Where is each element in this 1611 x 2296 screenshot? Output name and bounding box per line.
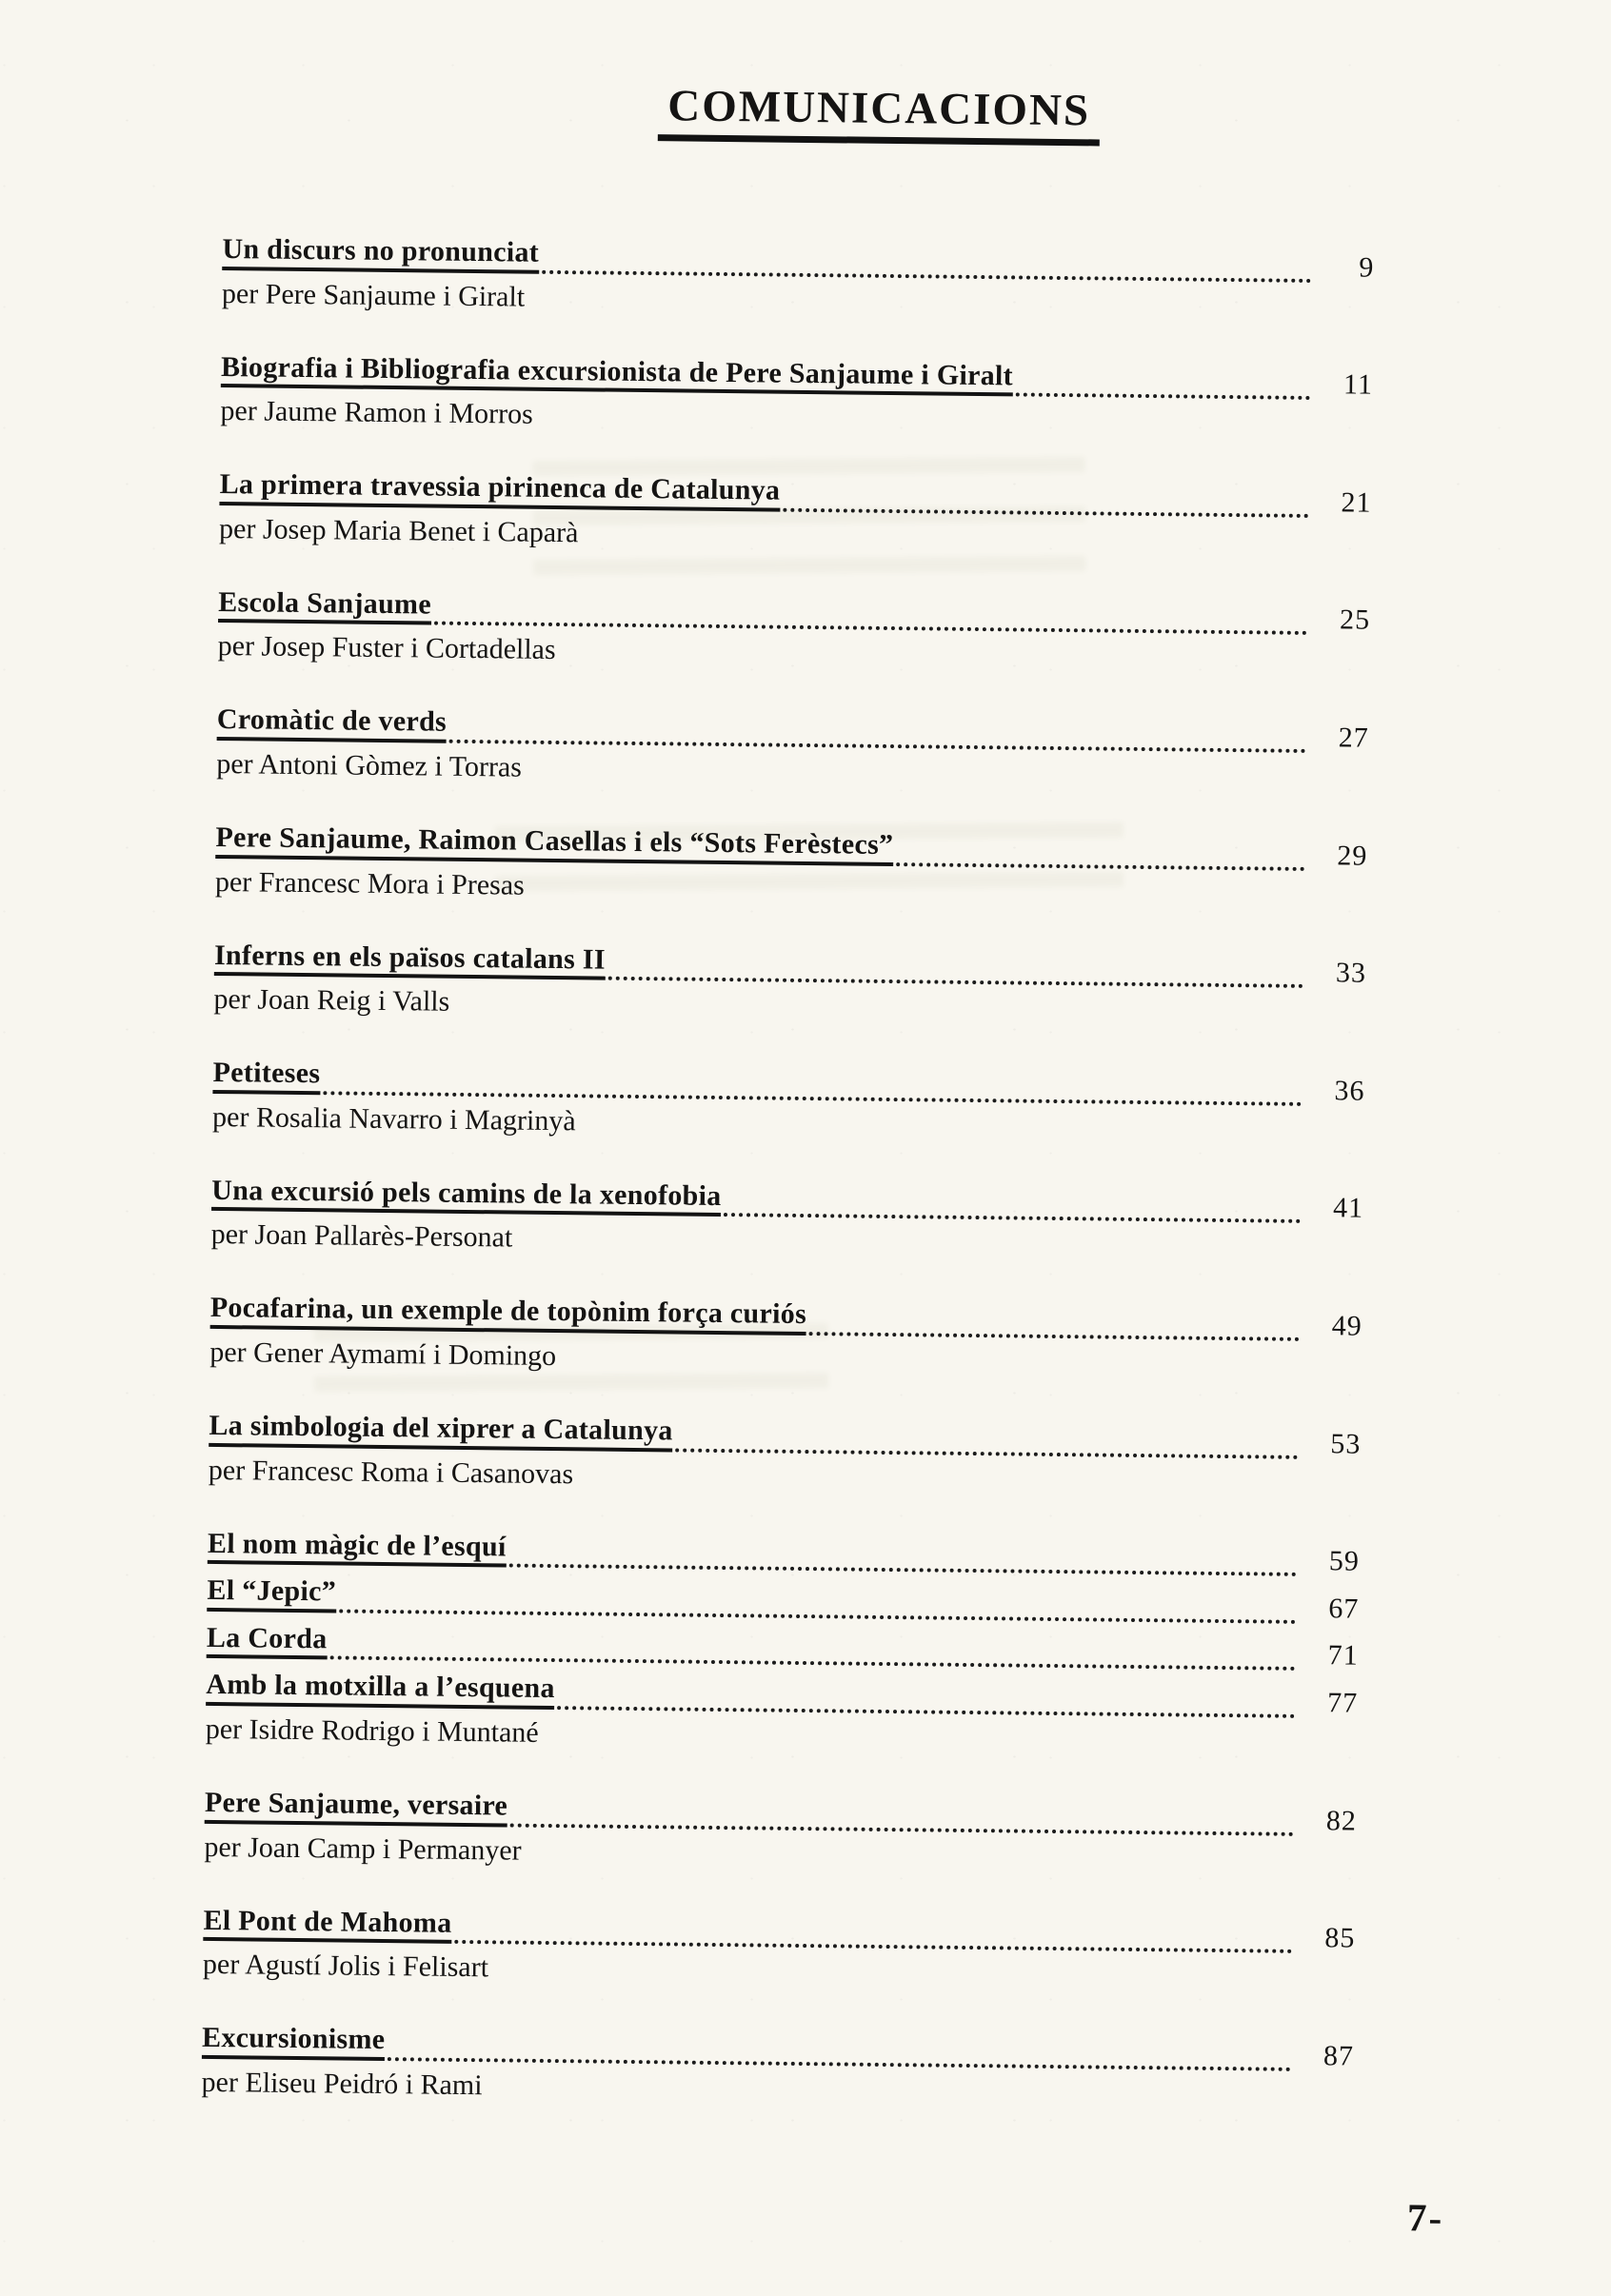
toc-page-number: 85 bbox=[1324, 1922, 1356, 1954]
page-title: COMUNICACIONS bbox=[658, 80, 1100, 146]
toc-line bbox=[208, 1527, 1360, 1576]
toc-line bbox=[219, 468, 1371, 518]
toc-entry-title: Pocafarina, un exemple de topònim força curiós bbox=[210, 1292, 807, 1336]
toc-line bbox=[206, 1669, 1358, 1718]
toc-entry bbox=[209, 1292, 1362, 1382]
toc-entry bbox=[216, 703, 1369, 794]
toc-entry bbox=[209, 1410, 1362, 1500]
toc-line bbox=[203, 1904, 1355, 1953]
toc-leader-dots bbox=[783, 507, 1308, 517]
toc-page-number: 71 bbox=[1327, 1639, 1359, 1672]
toc-leader-dots bbox=[508, 1564, 1296, 1576]
toc-line bbox=[215, 821, 1367, 871]
toc-line bbox=[202, 2022, 1354, 2071]
toc-entry-title: El Pont de Mahoma bbox=[203, 1904, 451, 1944]
toc-line bbox=[218, 586, 1370, 636]
title-row bbox=[10, 72, 1611, 151]
toc-line bbox=[222, 233, 1374, 283]
toc-page-number: 27 bbox=[1338, 722, 1369, 754]
toc-entry-title: La simbologia del xiprer a Catalunya bbox=[209, 1410, 673, 1452]
toc-entry-title: Un discurs no pronunciat bbox=[222, 233, 539, 273]
toc-line bbox=[212, 1057, 1364, 1106]
toc-entry-author: per Joan Camp i Permanyer bbox=[204, 1831, 522, 1867]
toc-line bbox=[205, 1787, 1357, 1836]
toc-entry-title: Biografia i Bibliografia excursionista de Pere Sanjaume i Giralt bbox=[221, 351, 1013, 397]
toc-entry bbox=[215, 821, 1368, 912]
toc-entry-author: per Joan Pallarès-Personat bbox=[210, 1218, 513, 1254]
toc-entry-author: per Francesc Roma i Casanovas bbox=[208, 1454, 574, 1490]
toc-leader-dots bbox=[542, 269, 1311, 282]
toc-entry-title: La primera travessia pirinenca de Catalunya bbox=[219, 468, 780, 511]
toc-entry bbox=[211, 1175, 1364, 1265]
toc-leader-dots bbox=[1016, 393, 1310, 401]
toc-page-number: 49 bbox=[1331, 1310, 1362, 1342]
toc-entry-author: per Josep Fuster i Cortadellas bbox=[217, 630, 556, 666]
toc-page-number: 33 bbox=[1335, 957, 1367, 989]
toc-entry bbox=[222, 233, 1375, 324]
toc-leader-dots bbox=[510, 1823, 1294, 1835]
toc-page-number: 87 bbox=[1323, 2039, 1355, 2072]
toc-entry-author: per Rosalia Navarro i Magrinyà bbox=[211, 1100, 576, 1138]
toc-entry bbox=[220, 351, 1373, 442]
toc-line bbox=[221, 351, 1373, 401]
toc-entry-title: Excursionisme bbox=[202, 2022, 386, 2061]
toc-entry bbox=[219, 468, 1372, 559]
toc-entry-title: Pere Sanjaume, versaire bbox=[205, 1787, 508, 1827]
toc-entry-author: per Josep Maria Benet i Caparà bbox=[218, 512, 579, 549]
toc-page-number: 36 bbox=[1334, 1075, 1365, 1107]
toc-page-number: 21 bbox=[1341, 486, 1372, 519]
toc-entry bbox=[203, 1904, 1356, 1994]
toc-leader-dots bbox=[339, 1609, 1296, 1623]
toc-entry-title: El nom màgic de l’esquí bbox=[208, 1527, 507, 1567]
toc-leader-dots bbox=[329, 1656, 1295, 1672]
toc-leader-dots bbox=[896, 862, 1304, 871]
toc-line bbox=[207, 1574, 1359, 1624]
toc-entry-title: Petiteses bbox=[212, 1057, 320, 1095]
toc-page-number: 41 bbox=[1332, 1192, 1364, 1225]
page-footer-number: 7- bbox=[1406, 2195, 1444, 2240]
table-of-contents bbox=[0, 230, 1375, 2112]
toc-entry-title: El “Jepic” bbox=[207, 1574, 336, 1613]
toc-page-number: 25 bbox=[1339, 604, 1371, 637]
toc-line bbox=[214, 940, 1366, 989]
toc-entry-title: Cromàtic de verds bbox=[217, 703, 448, 742]
toc-line bbox=[211, 1175, 1363, 1224]
toc-entry-author: per Joan Reig i Valls bbox=[213, 983, 450, 1018]
toc-entry-author: per Jaume Ramon i Morros bbox=[220, 395, 533, 430]
toc-entry-author: per Agustí Jolis i Felisart bbox=[202, 1948, 489, 1984]
toc-line bbox=[210, 1292, 1362, 1341]
toc-line bbox=[209, 1410, 1361, 1459]
toc-entry-title: Amb la motxilla a l’esquena bbox=[206, 1669, 555, 1710]
toc-page-number: 53 bbox=[1330, 1427, 1362, 1460]
toc-leader-dots bbox=[809, 1332, 1300, 1341]
toc-entry-author: per Francesc Mora i Presas bbox=[214, 865, 525, 901]
toc-entry bbox=[212, 1057, 1365, 1147]
toc-entry-title: Una excursió pels camins de la xenofobia bbox=[211, 1175, 722, 1217]
toc-page-number: 9 bbox=[1359, 251, 1375, 284]
toc-entry bbox=[204, 1787, 1357, 1877]
toc-leader-dots bbox=[724, 1213, 1301, 1223]
toc-page-number: 59 bbox=[1328, 1545, 1361, 1577]
toc-entry-author: per Antoni Gòmez i Torras bbox=[216, 747, 523, 783]
toc-entry bbox=[213, 940, 1366, 1030]
toc-page-number: 82 bbox=[1325, 1804, 1358, 1837]
toc-page-number: 77 bbox=[1327, 1687, 1359, 1719]
toc-entry-author: per Pere Sanjaume i Giralt bbox=[221, 277, 526, 313]
toc-entry bbox=[201, 2022, 1354, 2112]
toc-page-number: 67 bbox=[1328, 1592, 1360, 1625]
toc-entry-author: per Gener Aymamí i Domingo bbox=[209, 1336, 557, 1372]
toc-leader-dots bbox=[608, 977, 1303, 988]
toc-entry-author: per Isidre Rodrigo i Muntané bbox=[205, 1712, 539, 1749]
toc-entry-author: per Eliseu Peidró i Rami bbox=[201, 2066, 483, 2101]
toc-entry-title: Pere Sanjaume, Raimon Casellas i els “Sots Ferèstecs” bbox=[215, 821, 893, 866]
toc-page-number: 29 bbox=[1337, 839, 1368, 872]
toc-entry-title: Escola Sanjaume bbox=[218, 586, 431, 625]
toc-leader-dots bbox=[558, 1706, 1296, 1718]
toc-entry bbox=[218, 586, 1371, 677]
toc-entry-title: La Corda bbox=[207, 1622, 328, 1660]
toc-entry-group bbox=[206, 1527, 1361, 1759]
toc-line bbox=[207, 1622, 1359, 1672]
toc-line bbox=[217, 703, 1369, 753]
toc-page-number: 11 bbox=[1342, 368, 1374, 401]
toc-entry-title: Inferns en els països catalans II bbox=[214, 940, 606, 980]
toc-leader-dots bbox=[675, 1448, 1298, 1458]
